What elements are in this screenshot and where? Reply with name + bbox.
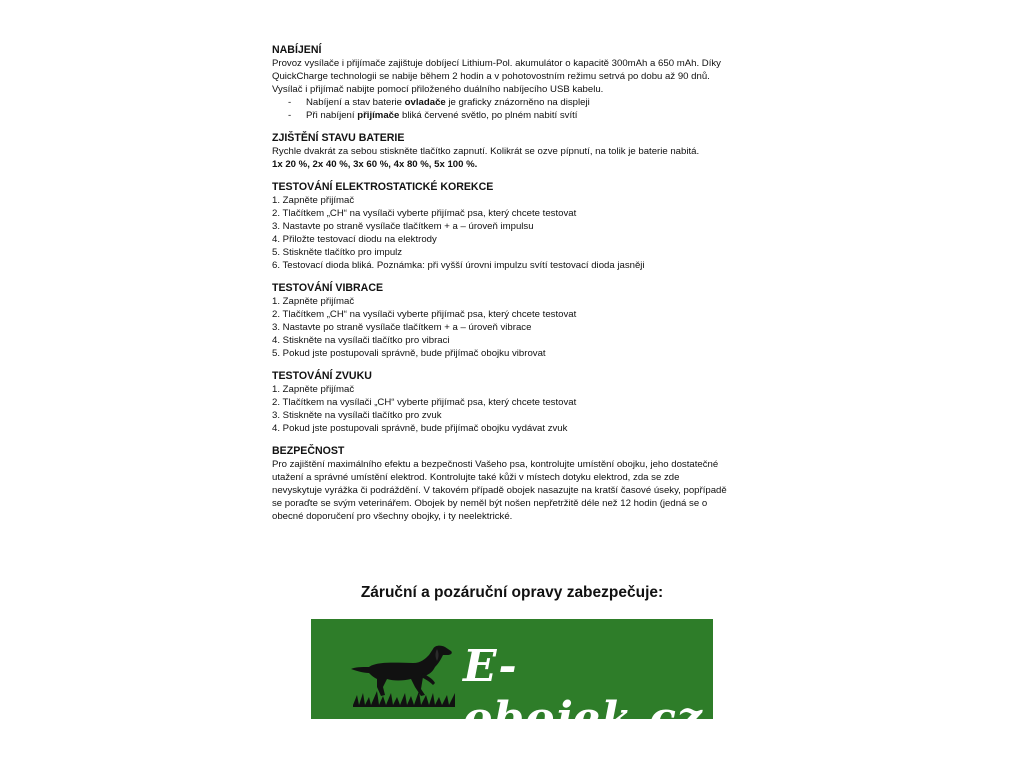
brand-logo-text: E-obojek.cz xyxy=(463,641,703,744)
battery-line: Rychle dvakrát za sebou stiskněte tlačítko zapnutí. Kolikrát se ozve pípnutí, na tolik je baterie nabitá. xyxy=(272,146,700,157)
battery-levels: 1x 20 %, 2x 40 %, 3x 60 %, 4x 80 %, 5x 100 %. xyxy=(272,159,478,170)
bullet-2-post: bliká červené světlo, po plném nabití svítí xyxy=(399,110,578,121)
safety-line: obecné doporučení pro všechny obojky, i ty neelektrické. xyxy=(272,511,513,522)
safety-line: se poraďte se svým veterinářem. Obojek by neměl být nošen nepřetržitě déle než 12 hodin (jedná se o xyxy=(272,498,708,509)
section-safety xyxy=(272,445,772,523)
heading-sound-test: TESTOVÁNÍ ZVUKU xyxy=(272,370,372,382)
correction-step: 3. Nastavte po straně vysílače tlačítkem + a – úroveň impulsu xyxy=(272,221,534,232)
section-vibration-test xyxy=(272,282,772,360)
sound-step: 3. Stiskněte na vysílači tlačítko pro zvuk xyxy=(272,410,442,421)
charging-bullets xyxy=(272,96,772,122)
brand-banner xyxy=(311,619,713,744)
bullet-1-bold: ovladače xyxy=(404,97,446,108)
correction-step: 1. Zapněte přijímač xyxy=(272,195,355,206)
sound-step: 4. Pokud jste postupovali správně, bude přijímač obojku vydávat zvuk xyxy=(272,423,568,434)
warranty-title: Záruční a pozáruční opravy zabezpečuje: xyxy=(360,584,664,601)
correction-step: 2. Tlačítkem „CH“ na vysílači vyberte přijímač psa, který chcete testovat xyxy=(272,208,577,219)
heading-safety: BEZPEČNOST xyxy=(272,445,345,457)
section-sound-test xyxy=(272,370,772,435)
safety-line: nevyskytuje vyrážka či podráždění. V takovém případě obojek nasazujte na kratší časové úseky, popřípadě xyxy=(272,485,727,496)
bullet-2-pre: Při nabíjení xyxy=(306,110,358,121)
vibration-step: 4. Stiskněte na vysílači tlačítko pro vibraci xyxy=(272,335,450,346)
heading-charging: NABÍJENÍ xyxy=(272,44,322,56)
bullet-1-post: je graficky znázorněno na displeji xyxy=(445,97,590,108)
bullet-2-bold: přijímače xyxy=(357,110,400,121)
charging-line-1: Provoz vysílače i přijímače zajištuje dobíjecí Lithium-Pol. akumulátor o kapacitě 300mAh a 650 mAh. Díky xyxy=(272,58,721,69)
section-charging xyxy=(272,44,772,122)
charging-line-2: QuickCharge technologii se nabije během 2 hodin a v pohotovostním režimu setrvá po dobu až 90 dnů. xyxy=(272,71,710,82)
safety-line: Pro zajištění maximálního efektu a bezpečnosti Vašeho psa, kontrolujte umístění obojku, jeho dostatečné xyxy=(272,459,719,470)
vibration-step: 2. Tlačítkem „CH“ na vysílači vyberte přijímač psa, který chcete testovat xyxy=(272,309,577,320)
charging-bullet-1 xyxy=(288,96,772,109)
vibration-step: 5. Pokud jste postupovali správně, bude přijímač obojku vibrovat xyxy=(272,348,546,359)
sound-step: 2. Tlačítkem na vysílači „CH“ vyberte přijímač psa, který chcete testovat xyxy=(272,397,577,408)
vibration-step: 1. Zapněte přijímač xyxy=(272,296,355,307)
vibration-step: 3. Nastavte po straně vysílače tlačítkem + a – úroveň vibrace xyxy=(272,322,532,333)
section-correction-test xyxy=(272,181,772,272)
correction-step: 6. Testovací dioda bliká. Poznámka: při vyšší úrovni impulzu svítí testovací dioda jasněji xyxy=(272,260,645,271)
heading-correction-test: TESTOVÁNÍ ELEKTROSTATICKÉ KOREKCE xyxy=(272,181,494,193)
manual-page xyxy=(272,44,772,533)
charging-line-3: Vysílač i přijímač nabijte pomocí přiloženého duálního nabíjecího USB kabelu. xyxy=(272,84,604,95)
heading-battery-status: ZJIŠTĚNÍ STAVU BATERIE xyxy=(272,132,405,144)
section-battery-status xyxy=(272,132,772,171)
charging-bullet-2 xyxy=(288,109,772,122)
pointer-dog-icon xyxy=(349,633,459,709)
bullet-1-pre: Nabíjení a stav baterie xyxy=(306,97,405,108)
correction-step: 5. Stiskněte tlačítko pro impulz xyxy=(272,247,403,258)
safety-line: utažení a správné umístění elektrod. Kontrolujte také kůži v místech dotyku elektrod, zda se zde xyxy=(272,472,680,483)
sound-step: 1. Zapněte přijímač xyxy=(272,384,355,395)
heading-vibration-test: TESTOVÁNÍ VIBRACE xyxy=(272,282,384,294)
correction-step: 4. Přiložte testovací diodu na elektrody xyxy=(272,234,437,245)
